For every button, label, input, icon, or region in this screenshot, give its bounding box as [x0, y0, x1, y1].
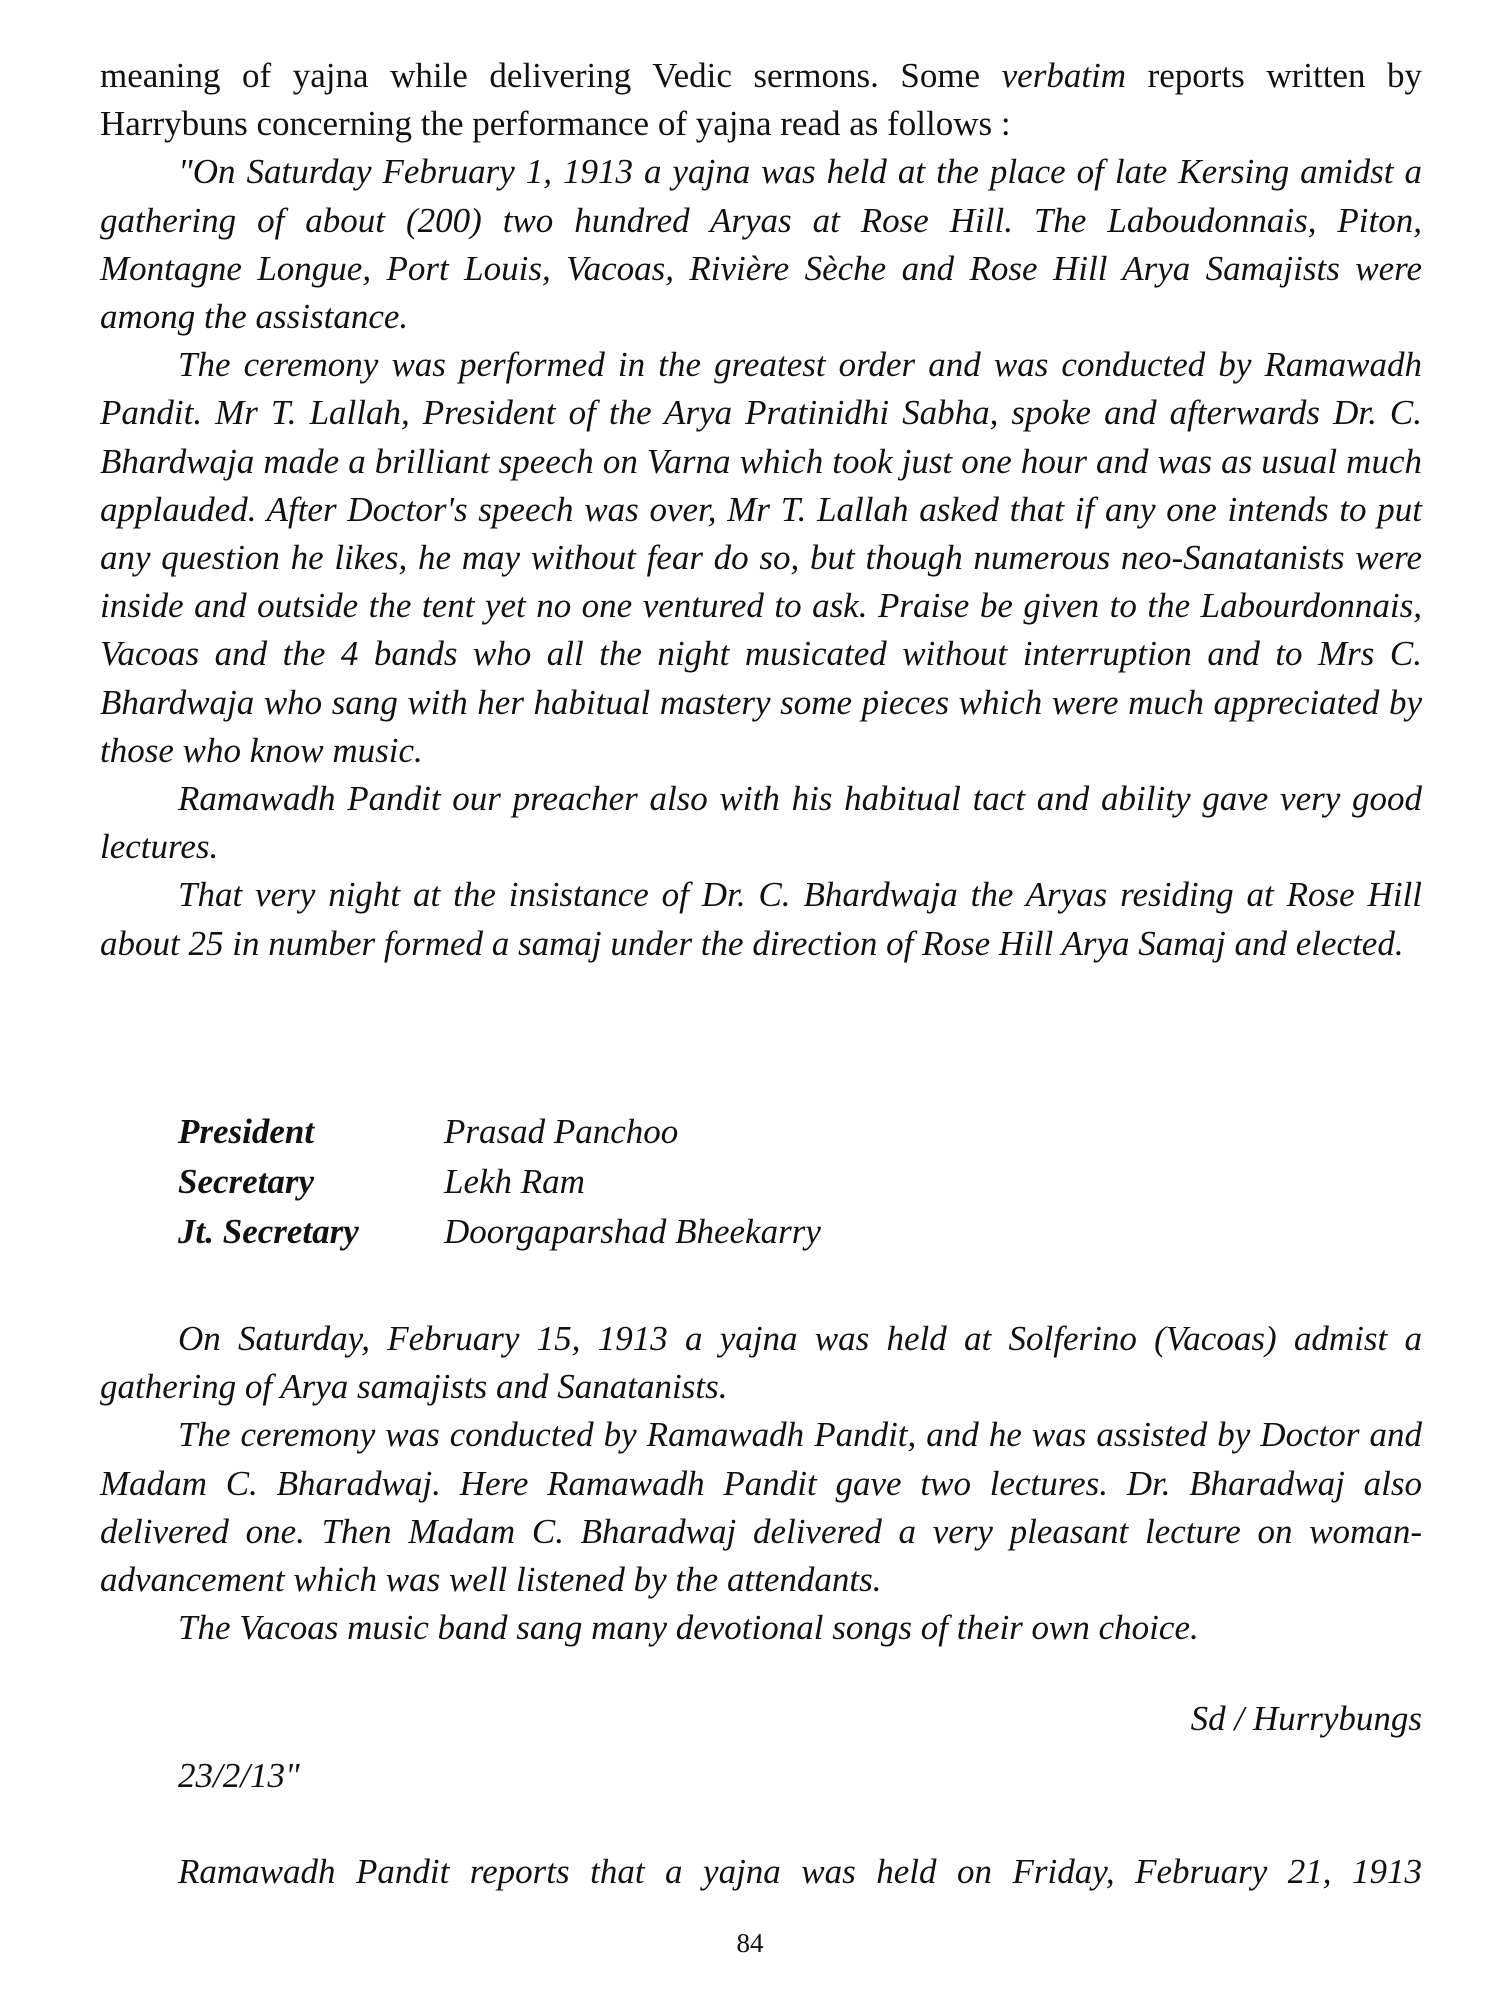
- report1-paragraph-1: "On Saturday February 1, 1913 a yajna was held at the place of late Kersing amidst a gathering of about (200) two hundred Aryas at Rose Hill. The Laboudonnais, Piton, Montagne Longue, Port Louis, Vacoas, Rivière Sèche and Rose Hill Arya Samajists were among the assistance.: [100, 152, 1422, 337]
- officer-role: Jt. Secretary: [178, 1212, 359, 1251]
- report1-paragraph-3: Ramawadh Pandit our preacher also with his habitual tact and ability gave very good lectures.: [100, 779, 1422, 867]
- report-date: 23/2/13": [178, 1756, 300, 1795]
- report1-paragraph-2: The ceremony was performed in the greatest order and was conducted by Ramawadh Pandit. Mr T. Lallah, President of the Arya Pratinidhi Sabha, spoke and afterwards Dr. C. Bhardwaja made a brilliant speech on Varna which took just one hour and was as usual much applauded. After Doctor's speech was over, Mr T. Lallah asked that if any one intends to put any question he likes, he may without fear do so, but though numerous neo-Sanatanists were inside and outside the tent yet no one ventured to ask. Praise be given to the Labourdonnais, Vacoas and the 4 bands who all the night musicated without interruption and to Mrs C. Bhardwaja who sang with her habitual mastery some pieces which were much appreciated by those who know music.: [100, 345, 1422, 770]
- verbatim-term: verbatim: [1001, 56, 1127, 95]
- officer-role: President: [178, 1112, 315, 1151]
- samaj-officers-list: [178, 1107, 821, 1257]
- intro-paragraph: meaning of yajna while delivering Vedic sermons. Some verbatim reports written by Harrybuns concerning the performance of yajna read as follows :: [100, 56, 1423, 144]
- report1-paragraph-4: That very night at the insistance of Dr. C. Bhardwaja the Aryas residing at Rose Hill about 25 in number formed a samaj under the direction of Rose Hill Arya Samaj and elected.: [100, 875, 1422, 963]
- officer-name: Lekh Ram: [444, 1162, 585, 1201]
- body-text-upper: [100, 52, 1422, 968]
- report2-paragraph-2: The ceremony was conducted by Ramawadh Pandit, and he was assisted by Doctor and Madam C. Bharadwaj. Here Ramawadh Pandit gave two lectures. Dr. Bharadwaj also delivered one. Then Madam C. Bharadwaj delivered a very pleasant lecture on woman-advancement which was well listened by the attendants.: [100, 1415, 1422, 1600]
- body-text-lower: [100, 1315, 1422, 1652]
- officer-row: [178, 1107, 821, 1157]
- closing-line: Ramawadh Pandit reports that a yajna was held on Friday, February 21, 1913: [178, 1852, 1422, 1891]
- officer-role: Secretary: [178, 1162, 315, 1201]
- signature: Sd / Hurrybungs: [1190, 1699, 1422, 1738]
- page-number: 84: [736, 1928, 764, 1958]
- officer-name: Doorgaparshad Bheekarry: [444, 1212, 821, 1251]
- report2-paragraph-1: On Saturday, February 15, 1913 a yajna was held at Solferino (Vacoas) admist a gathering of Arya samajists and Sanatanists.: [100, 1319, 1422, 1407]
- officer-row: [178, 1157, 821, 1207]
- officer-row: [178, 1207, 821, 1257]
- officer-name: Prasad Panchoo: [444, 1112, 679, 1151]
- report2-paragraph-3: The Vacoas music band sang many devotional songs of their own choice.: [178, 1608, 1199, 1648]
